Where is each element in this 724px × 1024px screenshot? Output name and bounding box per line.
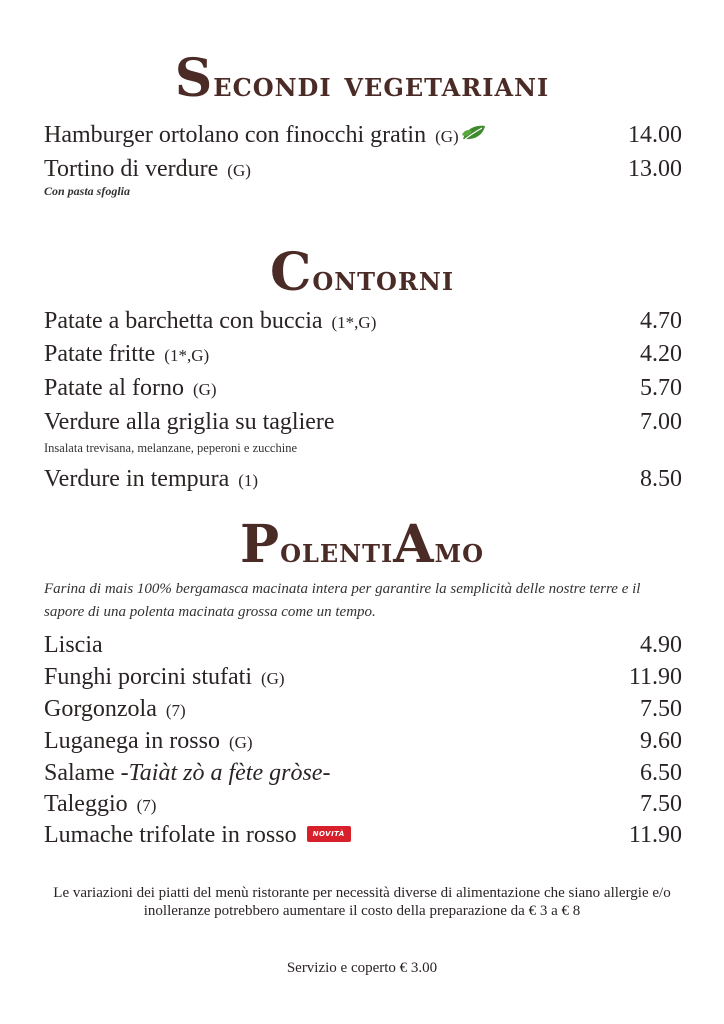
- item-price: 11.90: [628, 822, 682, 848]
- item-price: 7.50: [640, 791, 682, 817]
- item-name: Salame -Taiàt zò a fète gròse-: [44, 760, 331, 786]
- menu-item: [44, 341, 682, 371]
- item-name: Patate a barchetta con buccia (1*,G): [44, 308, 377, 334]
- item-price: 6.50: [640, 760, 682, 786]
- item-price: 5.70: [640, 375, 682, 401]
- allergen-code: (G): [227, 161, 251, 180]
- item-price: 4.70: [640, 308, 682, 334]
- item-name: Patate fritte (1*,G): [44, 341, 210, 367]
- allergen-code: (G): [260, 669, 285, 688]
- menu-item: [44, 696, 682, 726]
- allergen-code: (7): [136, 796, 157, 815]
- allergen-code: (G): [192, 380, 217, 399]
- section-title-secondi: Secondi vegetariani: [174, 48, 550, 109]
- item-price: 4.20: [640, 341, 682, 367]
- item-price: 7.50: [640, 696, 682, 722]
- allergen-code: (7): [165, 701, 186, 720]
- menu-item: [44, 791, 682, 821]
- item-name: Tortino di verdure (G): [44, 156, 251, 182]
- item-price: 11.90: [628, 664, 682, 690]
- menu-item: [44, 760, 682, 790]
- menu-item: [44, 156, 682, 186]
- item-name: Gorgonzola (7): [44, 696, 186, 722]
- menu-item: [44, 122, 682, 152]
- item-name: Funghi porcini stufati (G): [44, 664, 285, 690]
- leaf-icon: [461, 123, 487, 150]
- menu-item: [44, 466, 682, 496]
- item-name: Liscia: [44, 632, 103, 658]
- item-name: Verdure in tempura (1): [44, 466, 259, 492]
- item-name: Taleggio (7): [44, 791, 157, 817]
- menu-item: [44, 409, 682, 439]
- item-name: Luganega in rosso (G): [44, 728, 253, 754]
- allergen-code: (G): [228, 733, 253, 752]
- menu-item: [44, 822, 682, 852]
- allergen-code: (1*,G): [164, 346, 210, 365]
- allergen-code: (G): [435, 127, 459, 146]
- novita-badge: NOVITÀ: [307, 826, 351, 842]
- menu-item: [44, 632, 682, 662]
- menu-item: [44, 728, 682, 758]
- allergen-code: (1*,G): [331, 313, 377, 332]
- item-price: 14.00: [628, 122, 682, 148]
- item-note: Insalata trevisana, melanzane, peperoni e zucchine: [44, 441, 297, 455]
- allergen-code: (1): [238, 471, 259, 490]
- item-name: Verdure alla griglia su tagliere: [44, 409, 335, 435]
- item-note: Con pasta sfoglia: [44, 184, 131, 198]
- item-name: Lumache trifolate in rosso NOVITÀ: [44, 822, 351, 849]
- polenta-intro: Farina di mais 100% bergamasca macinata intera per garantire la semplicità delle nostre terre e il sapore di una polenta macinata grossa come un tempo.: [44, 581, 641, 620]
- item-price: 7.00: [640, 409, 682, 435]
- item-name: Patate al forno (G): [44, 375, 217, 401]
- section-title-polentiamo: PolentiAmo: [239, 514, 485, 575]
- section-title-contorni: Contorni: [269, 242, 455, 303]
- menu-item: [44, 375, 682, 405]
- item-price: 4.90: [640, 632, 682, 658]
- item-name: Hamburger ortolano con finocchi gratin (G): [44, 122, 487, 150]
- item-price: 9.60: [640, 728, 682, 754]
- service-charge: Servizio e coperto € 3.00: [286, 960, 438, 976]
- item-price: 13.00: [628, 156, 682, 182]
- menu-item: [44, 308, 682, 338]
- variations-notice: Le variazioni dei piatti del menù ristorante per necessità diverse di alimentazione che siano allergie e/o inolleranze potrebbero aumentare il costo della preparazione da € 3 a € 8: [53, 885, 671, 919]
- menu-item: [44, 664, 682, 694]
- item-price: 8.50: [640, 466, 682, 492]
